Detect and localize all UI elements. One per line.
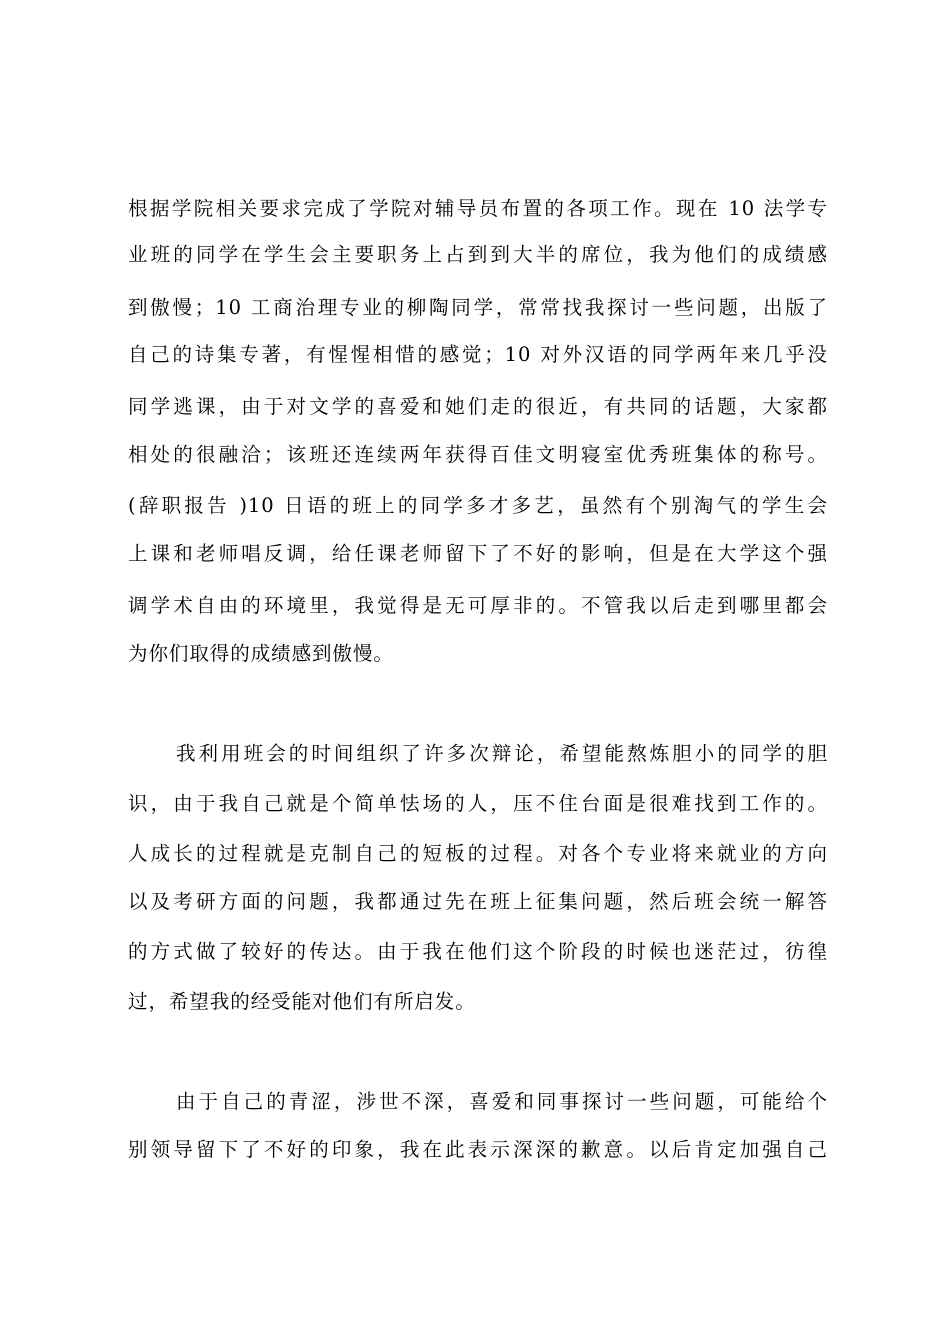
paragraph-line: 根据学院相关要求完成了学院对辅导员布置的各项工作。现在 10 法学专 xyxy=(128,197,828,220)
paragraph-line: 的方式做了较好的传达。由于我在他们这个阶段的时候也迷茫过，彷徨 xyxy=(128,940,828,963)
paragraph-line: 识，由于我自己就是个简单怯场的人，压不住台面是很难找到工作的。 xyxy=(128,792,828,815)
paragraph-line: 自己的诗集专著，有惺惺相惜的感觉；10 对外汉语的同学两年来几乎没 xyxy=(128,343,828,366)
paragraph-line: 调学术自由的环境里，我觉得是无可厚非的。不管我以后走到哪里都会 xyxy=(128,594,828,617)
paragraph-line: 我利用班会的时间组织了许多次辩论，希望能熬炼胆小的同学的胆 xyxy=(176,742,828,765)
paragraph-line: 别领导留下了不好的印象，我在此表示深深的歉意。以后肯定加强自己 xyxy=(128,1138,828,1161)
paragraph-line: 为你们取得的成绩感到傲慢。 xyxy=(128,642,394,665)
paragraph-line: (辞职报告 )10 日语的班上的同学多才多艺，虽然有个别淘气的学生会 xyxy=(128,494,828,517)
paragraph-line: 相处的很融洽；该班还连续两年获得百佳文明寝室优秀班集体的称号。 xyxy=(128,443,828,466)
paragraph-line: 人成长的过程就是克制自己的短板的过程。对各个专业将来就业的方向 xyxy=(128,842,828,865)
paragraph-line: 由于自己的青涩，涉世不深，喜爱和同事探讨一些问题，可能给个 xyxy=(176,1090,828,1113)
paragraph-line: 同学逃课，由于对文学的喜爱和她们走的很近，有共同的话题，大家都 xyxy=(128,395,828,418)
paragraph-line: 到傲慢；10 工商治理专业的柳陶同学，常常找我探讨一些问题，出版了 xyxy=(128,296,828,319)
paragraph-line: 上课和老师唱反调，给任课老师留下了不好的影响，但是在大学这个强 xyxy=(128,542,828,565)
paragraph-line: 过，希望我的经受能对他们有所启发。 xyxy=(128,990,476,1013)
paragraph-line: 以及考研方面的问题，我都通过先在班上征集问题，然后班会统一解答 xyxy=(128,890,828,913)
paragraph-line: 业班的同学在学生会主要职务上占到到大半的席位，我为他们的成绩感 xyxy=(128,243,828,266)
